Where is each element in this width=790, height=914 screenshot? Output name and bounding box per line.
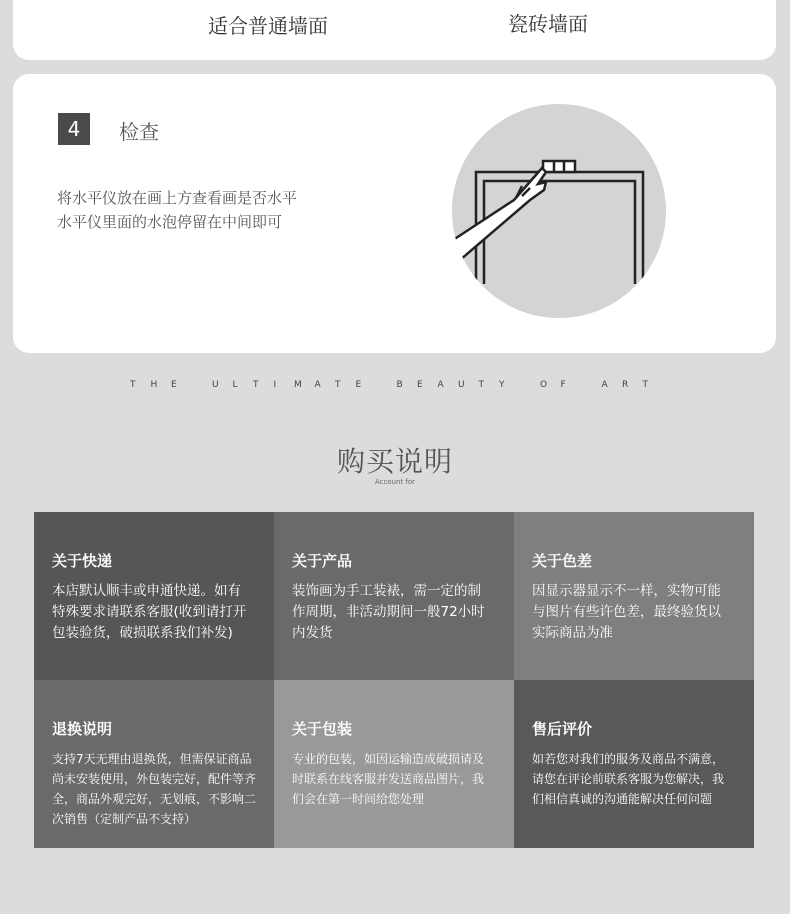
info-line: 全，商品外观完好，无划痕，不影响二 xyxy=(52,792,257,806)
info-line: 因显示器显示不一样，实物可能 xyxy=(532,583,721,599)
info-cell-product xyxy=(274,512,514,680)
info-cell-text xyxy=(292,749,500,809)
top-card xyxy=(13,0,776,60)
step-number: 4 xyxy=(58,113,90,145)
info-cell-text xyxy=(292,581,500,644)
tagline-letter: U xyxy=(212,380,219,390)
tagline-letter: T xyxy=(130,380,136,390)
info-grid xyxy=(34,512,754,848)
info-cell-reviews xyxy=(514,680,754,848)
info-line: 专业的包装，如因运输造成破损请及 xyxy=(292,752,485,766)
tagline-letter: A xyxy=(314,380,321,390)
step-card xyxy=(13,74,776,353)
info-line: 支持7天无理由退换货，但需保证商品 xyxy=(52,752,252,766)
info-cell-shipping xyxy=(34,512,274,680)
info-cell-title: 关于包装 xyxy=(292,720,353,738)
step-description xyxy=(57,186,297,234)
info-line: 请您在评论前联系客服为您解决，我 xyxy=(532,772,725,786)
info-line: 们会在第一时间给您处理 xyxy=(292,792,425,806)
purchase-notes-title: 购买说明 xyxy=(336,445,453,478)
info-cell-text xyxy=(532,749,740,809)
tagline-letter: H xyxy=(150,380,158,390)
info-cell-title: 退换说明 xyxy=(52,720,113,738)
tagline-letter: Y xyxy=(499,380,505,390)
tagline-letter: T xyxy=(642,380,648,390)
tagline-letter: U xyxy=(458,380,465,390)
tagline-letter: M xyxy=(294,380,302,390)
info-line: 们相信真诚的沟通能解决任何问题 xyxy=(532,792,713,806)
tagline xyxy=(0,380,790,392)
purchase-notes-subtitle: Account for xyxy=(374,478,416,486)
tagline-letter: E xyxy=(171,380,177,390)
hand-level-frame-icon xyxy=(450,102,668,320)
tagline-letter: A xyxy=(437,380,444,390)
info-line: 作周期，非活动期间一般72小时 xyxy=(292,604,485,620)
tagline-letter: A xyxy=(601,380,608,390)
tagline-letter: E xyxy=(355,380,362,390)
info-line: 如若您对我们的服务及商品不满意， xyxy=(532,752,725,766)
tagline-letter: T xyxy=(335,380,341,390)
tagline-letter: T xyxy=(253,380,259,390)
tagline-letter: T xyxy=(478,380,484,390)
info-cell-title: 关于产品 xyxy=(292,552,353,570)
tagline-letter: E xyxy=(417,380,423,390)
info-line: 特殊要求请联系客服(收到请打开 xyxy=(52,604,247,620)
info-line: 与图片有些许色差，最终验货以 xyxy=(532,604,721,620)
info-line: 时联系在线客服并发送商品图片，我 xyxy=(292,772,485,786)
info-line: 尚未安装使用，外包装完好，配件等齐 xyxy=(52,772,257,786)
tile-wall-label: 瓷砖墙面 xyxy=(508,12,588,36)
info-line: 装饰画为手工装裱，需一定的制 xyxy=(292,583,481,599)
tagline-letter: I xyxy=(273,380,277,390)
info-line: 内发货 xyxy=(292,625,333,641)
info-cell-title: 关于色差 xyxy=(532,552,593,570)
step-title: 检查 xyxy=(119,120,159,144)
tagline-letter: L xyxy=(232,380,238,390)
tagline-letter: B xyxy=(396,380,403,390)
info-line: 次销售（定制产品不支持） xyxy=(52,812,197,826)
info-cell-returns xyxy=(34,680,274,848)
info-cell-text xyxy=(532,581,740,644)
info-cell-packaging xyxy=(274,680,514,848)
info-cell-text xyxy=(52,749,260,829)
info-line: 包装验货，破损联系我们补发) xyxy=(52,625,233,641)
info-cell-text xyxy=(52,581,260,644)
info-line: 实际商品为准 xyxy=(532,625,613,641)
step-desc-line: 水平仪里面的水泡停留在中间即可 xyxy=(57,213,283,231)
info-cell-color-difference xyxy=(514,512,754,680)
info-line: 本店默认顺丰或申通快递。如有 xyxy=(52,583,241,599)
step-desc-line: 将水平仪放在画上方查看画是否水平 xyxy=(57,189,298,207)
tagline-letter: F xyxy=(560,380,566,390)
info-cell-title: 售后评价 xyxy=(532,720,593,738)
tagline-letter: O xyxy=(540,380,548,390)
normal-wall-label: 适合普通墙面 xyxy=(208,14,328,38)
tagline-letter: R xyxy=(622,380,629,390)
info-cell-title: 关于快递 xyxy=(52,552,113,570)
